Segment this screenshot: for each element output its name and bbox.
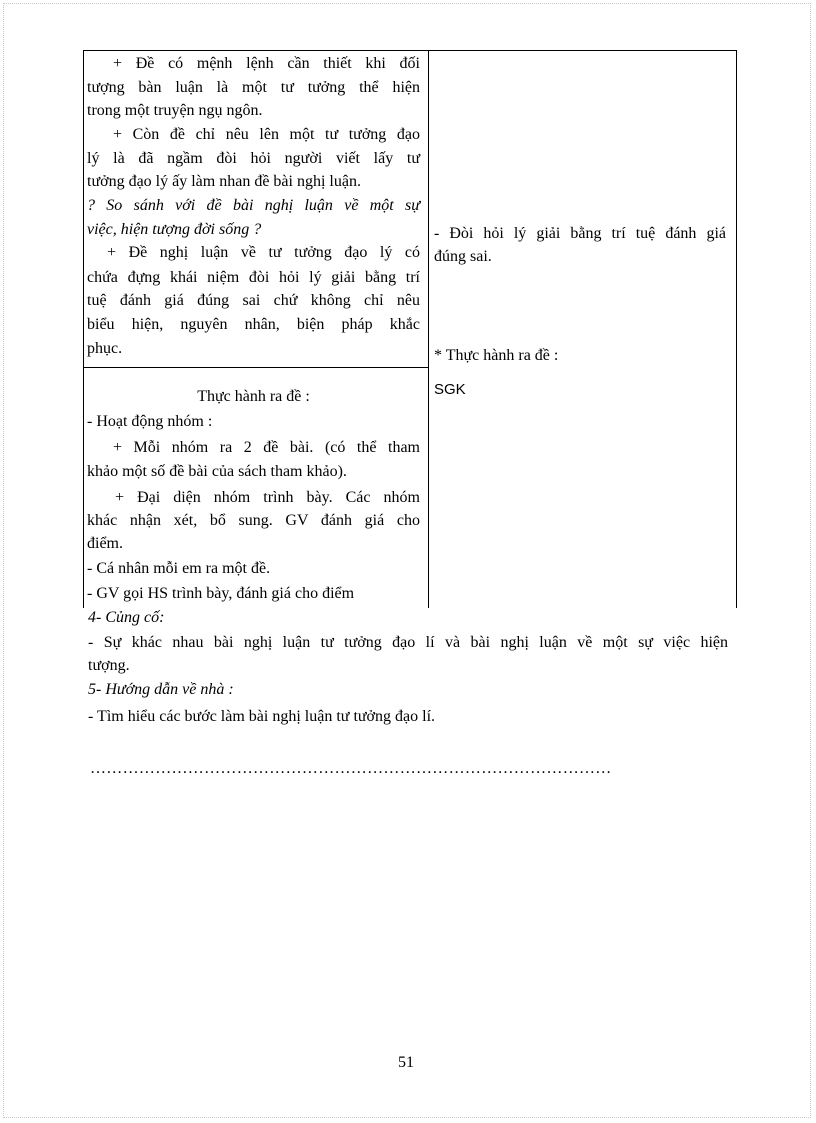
page-number: 51 [398, 1054, 414, 1071]
table-left-line: phục. [87, 340, 123, 357]
body-line: - Sự khác nhau bài nghị luận tư tưởng đạo lí và bài nghị luận về một sự việc hiện [88, 634, 728, 651]
table-left-line: - Cá nhân mỗi em ra một đề. [87, 560, 271, 577]
table-left-line: chứa đựng khái niệm đòi hỏi lý giải bằng trí [87, 269, 420, 286]
table-left-line: khác nhận xét, bổ sung. GV đánh giá cho [87, 512, 420, 529]
table-left-line: tượng bàn luận là một tư tưởng thể hiện [87, 79, 420, 96]
table-left-line: + Đề nghị luận về tư tưởng đạo lý có [107, 244, 420, 261]
table-left-line: tưởng đạo lý ấy làm nhan đề bài nghị luận. [87, 173, 361, 190]
table-right-line: * Thực hành ra đề : [434, 347, 559, 364]
table-right-line: SGK [434, 381, 466, 398]
table-right-line: đúng sai. [434, 248, 492, 265]
table-left-line: + Đề có mệnh lệnh cần thiết khi đối [113, 55, 420, 72]
table-left-line: + Còn đề chỉ nêu lên một tư tưởng đạo [113, 126, 420, 143]
table-left-line: + Mỗi nhóm ra 2 đề bài. (có thể tham [113, 439, 420, 456]
dotted-separator: …………………………………………………………………………………… [90, 760, 612, 777]
table-left-line: khảo một số đề bài của sách tham khảo). [87, 463, 347, 480]
table-column-divider [428, 51, 429, 608]
consolidation-heading: 4- Củng cố: [88, 609, 165, 626]
homework-heading: 5- Hướng dẫn về nhà : [88, 681, 234, 698]
table-row-divider [84, 367, 428, 368]
table-left-line: - Hoạt động nhóm : [87, 413, 213, 430]
table-left-line: điểm. [87, 535, 123, 552]
table-left-line: - GV gọi HS trình bày, đánh giá cho điểm [87, 585, 355, 602]
practice-heading: Thực hành ra đề : [197, 388, 310, 405]
table-left-line: biểu hiện, nguyên nhân, biện pháp khắc [87, 316, 420, 333]
table-left-line: + Đại diện nhóm trình bày. Các nhóm [115, 489, 420, 506]
table-left-question-line: ? So sánh với đề bài nghị luận về một sự [87, 197, 420, 214]
table-left-line: lý là đã ngầm đòi hỏi người viết lấy tư [87, 150, 420, 167]
table-left-line: tuệ đánh giá đúng sai chứ không chỉ nêu [87, 292, 420, 309]
body-line: tượng. [88, 657, 130, 674]
table-left-line: trong một truyện ngụ ngôn. [87, 102, 263, 119]
table-left-question-line: việc, hiện tượng đời sống ? [87, 221, 262, 238]
table-right-line: - Đòi hỏi lý giải bằng trí tuệ đánh giá [434, 225, 726, 242]
body-line: - Tìm hiểu các bước làm bài nghị luận tư tưởng đạo lí. [88, 708, 436, 725]
